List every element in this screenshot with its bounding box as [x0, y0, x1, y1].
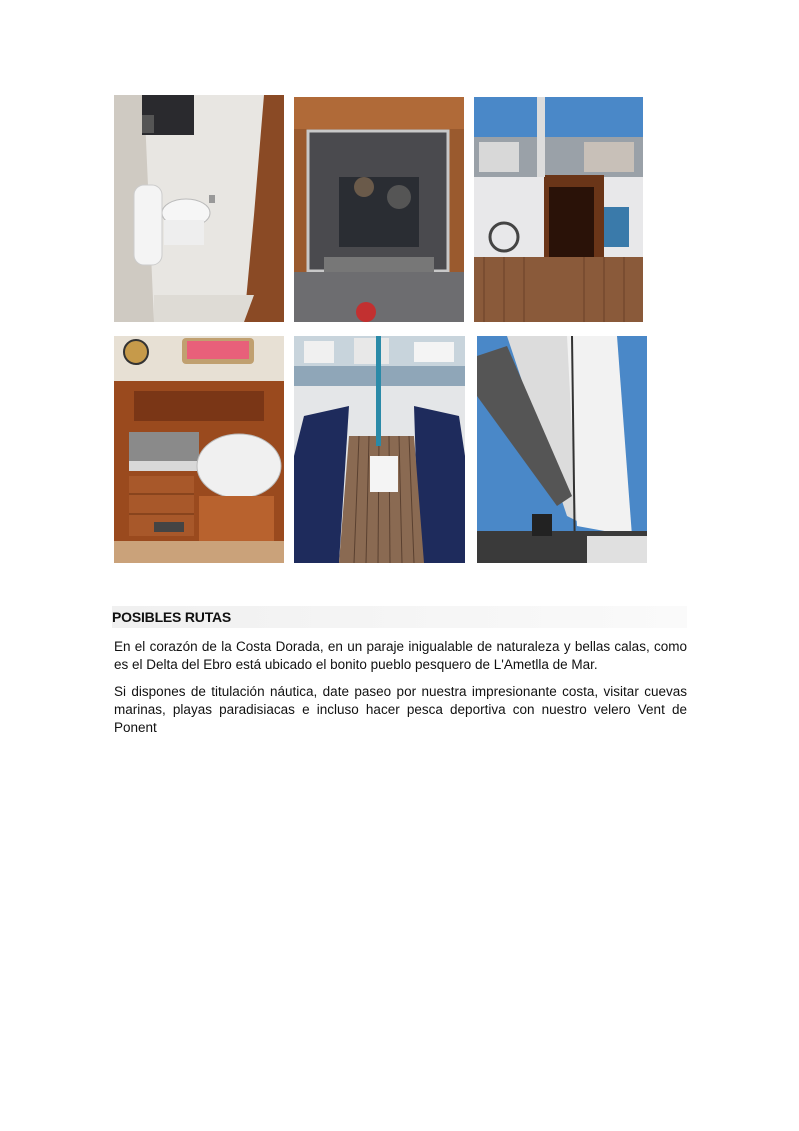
section-heading: POSIBLES RUTAS — [112, 606, 687, 628]
photo-sails — [477, 336, 647, 563]
paragraph-activities: Si dispones de titulación náutica, date paseo por nuestra impresionante costa, visitar cuevas marinas, playas paradisiacas e incluso hacer pesca deportiva con nuestro velero Vent de Ponent — [114, 684, 687, 735]
photo-cockpit-bow — [294, 336, 465, 563]
photo-galley — [114, 336, 284, 563]
photo-engine-bay — [294, 97, 464, 322]
photo-bathroom — [114, 95, 284, 322]
photo-cockpit-stern — [474, 97, 643, 322]
paragraph-intro: En el corazón de la Costa Dorada, en un paraje inigualable de naturaleza y bellas calas, como es el Delta del Ebro está ubicado el bonito pueblo pesquero de L'Ametlla de Mar. — [114, 639, 687, 672]
